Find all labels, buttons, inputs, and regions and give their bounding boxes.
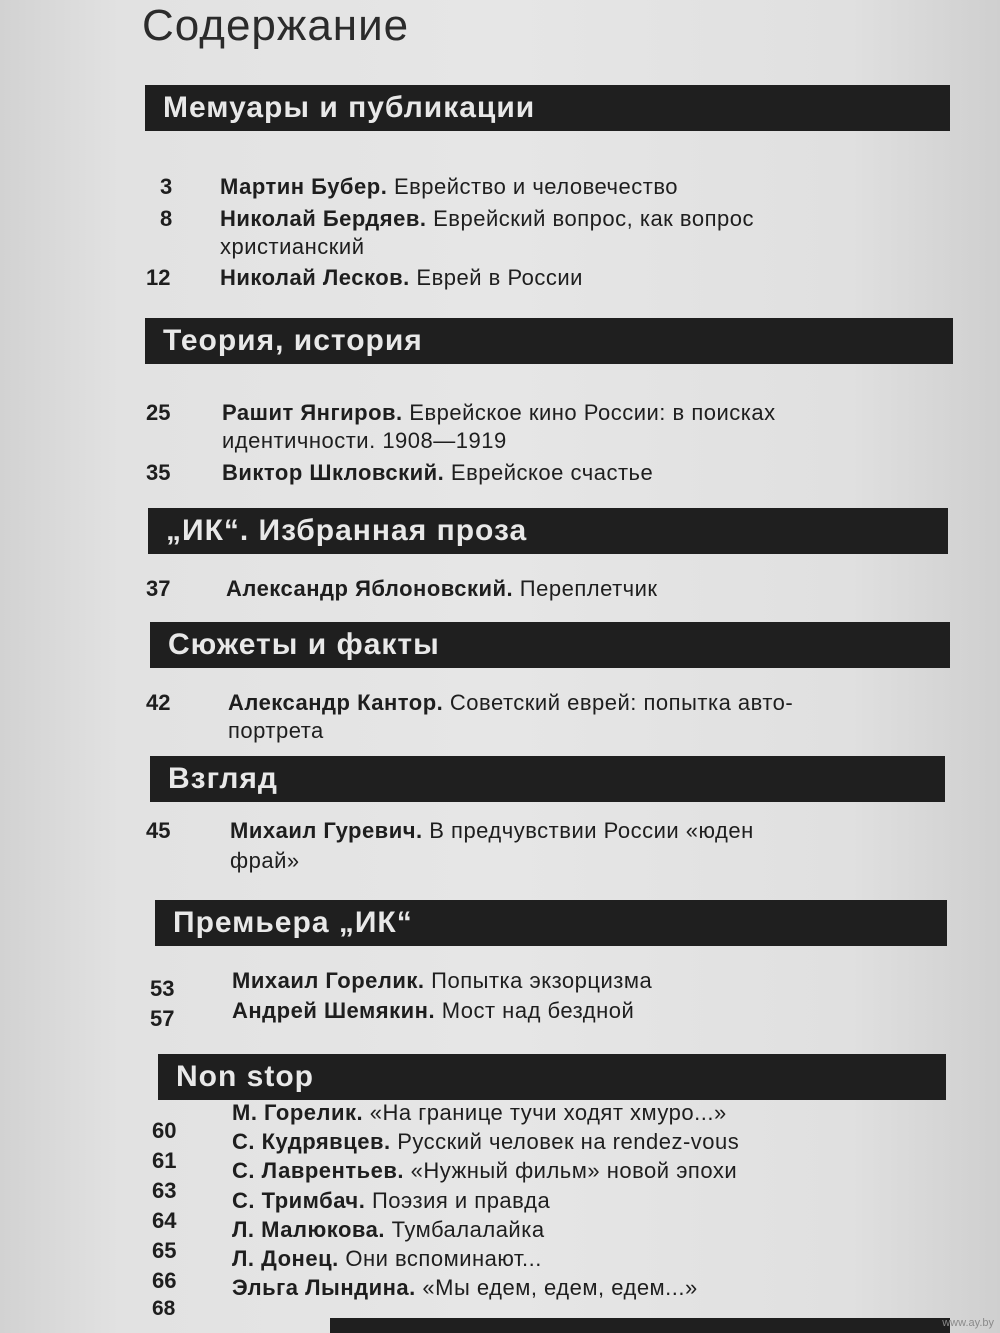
author-name: Александр Яблоновский. <box>226 576 514 601</box>
author-name: Мартин Бубер. <box>220 174 388 199</box>
toc-entry[interactable] <box>232 1156 737 1185</box>
entry-title: «Мы едем, едем, едем...» <box>422 1275 698 1300</box>
entry-title: Мост над бездной <box>441 998 635 1023</box>
page-number: 45 <box>146 818 171 843</box>
toc-entry[interactable] <box>232 996 634 1025</box>
page-number: 42 <box>146 690 171 715</box>
toc-entry[interactable] <box>222 458 653 487</box>
section-heading-prose: „ИК“. Избранная проза <box>148 508 948 554</box>
toc-entry[interactable] <box>232 1127 739 1156</box>
toc-entry[interactable] <box>232 1215 545 1244</box>
toc-entry[interactable] <box>232 1098 727 1127</box>
page-number: 68 <box>152 1297 176 1320</box>
author-name: Николай Бердяев. <box>220 206 427 231</box>
next-section-bar-edge <box>330 1318 950 1333</box>
page-number: 61 <box>152 1148 177 1173</box>
section-heading-stories: Сюжеты и факты <box>150 622 950 668</box>
entry-title: Они вспоминают... <box>345 1246 542 1271</box>
author-name: Николай Лесков. <box>220 265 410 290</box>
entry-title: Еврейское счастье <box>450 460 654 485</box>
entry-title-continued: портрета <box>228 718 324 743</box>
author-name: Михаил Горелик. <box>232 968 425 993</box>
toc-entry[interactable] <box>220 172 678 201</box>
entry-title: Советский еврей: попытка авто- <box>449 690 794 715</box>
toc-entry[interactable] <box>232 1273 698 1302</box>
entry-title: «На границе тучи ходят хмуро...» <box>369 1100 727 1125</box>
section-heading-memoirs: Мемуары и публикации <box>145 85 950 131</box>
page-number: 53 <box>150 976 175 1001</box>
toc-entry[interactable] <box>230 816 754 845</box>
toc-entry[interactable] <box>220 263 583 292</box>
author-name: Андрей Шемякин. <box>232 998 436 1023</box>
entry-title-continued: фрай» <box>230 848 300 873</box>
author-name: С. Кудрявцев. <box>232 1129 391 1154</box>
page-number: 12 <box>146 265 171 290</box>
page-number: 25 <box>146 400 171 425</box>
entry-title: В предчувствии России «юден <box>429 818 754 843</box>
toc-entry[interactable] <box>232 1244 542 1273</box>
section-heading-premiere: Премьера „ИК“ <box>155 900 947 946</box>
section-heading-view: Взгляд <box>150 756 945 802</box>
page-number: 57 <box>150 1006 175 1031</box>
entry-title: Еврейство и человечество <box>393 174 679 199</box>
author-name: Эльга Лындина. <box>232 1275 416 1300</box>
entry-title-continued: христианский <box>220 234 365 259</box>
page-number: 63 <box>152 1178 177 1203</box>
entry-title: Тумбалалайка <box>391 1217 545 1242</box>
entry-title: Попытка экзорцизма <box>431 968 653 993</box>
page-number: 60 <box>152 1118 177 1143</box>
author-name: Л. Малюкова. <box>232 1217 385 1242</box>
author-name: М. Горелик. <box>232 1100 364 1125</box>
entry-title-continued: идентичности. 1908—1919 <box>222 428 507 453</box>
toc-entry[interactable] <box>228 688 793 717</box>
page-number: 37 <box>146 576 171 601</box>
entry-title: Еврейский вопрос, как вопрос <box>433 206 754 231</box>
author-name: С. Тримбач. <box>232 1188 366 1213</box>
watermark: www.ay.by <box>942 1317 994 1329</box>
author-name: Л. Донец. <box>232 1246 339 1271</box>
section-heading-theory: Теория, история <box>145 318 953 364</box>
page-number: 35 <box>146 460 171 485</box>
page-number: 65 <box>152 1238 177 1263</box>
toc-entry[interactable] <box>232 966 652 995</box>
toc-entry[interactable] <box>232 1186 550 1215</box>
entry-title: «Нужный фильм» новой эпохи <box>410 1158 738 1183</box>
entry-title: Еврейское кино России: в поисках <box>409 400 776 425</box>
page-title: Содержание <box>142 1 410 50</box>
section-heading-non-stop: Non stop <box>158 1054 946 1100</box>
entry-title: Поэзия и правда <box>371 1188 551 1213</box>
page-number: 66 <box>152 1268 177 1293</box>
entry-title: Русский человек на rendez-vous <box>397 1129 740 1154</box>
toc-entry[interactable] <box>222 398 776 427</box>
page-number: 3 <box>160 174 173 199</box>
entry-title: Переплетчик <box>519 576 658 601</box>
page-number: 8 <box>160 206 173 231</box>
author-name: Виктор Шкловский. <box>222 460 445 485</box>
author-name: Александр Кантор. <box>228 690 444 715</box>
author-name: Рашит Янгиров. <box>222 400 403 425</box>
entry-title: Еврей в России <box>416 265 583 290</box>
page-number: 64 <box>152 1208 177 1233</box>
author-name: Михаил Гуревич. <box>230 818 423 843</box>
author-name: С. Лаврентьев. <box>232 1158 404 1183</box>
toc-entry[interactable] <box>226 574 658 603</box>
toc-entry[interactable] <box>220 204 754 233</box>
